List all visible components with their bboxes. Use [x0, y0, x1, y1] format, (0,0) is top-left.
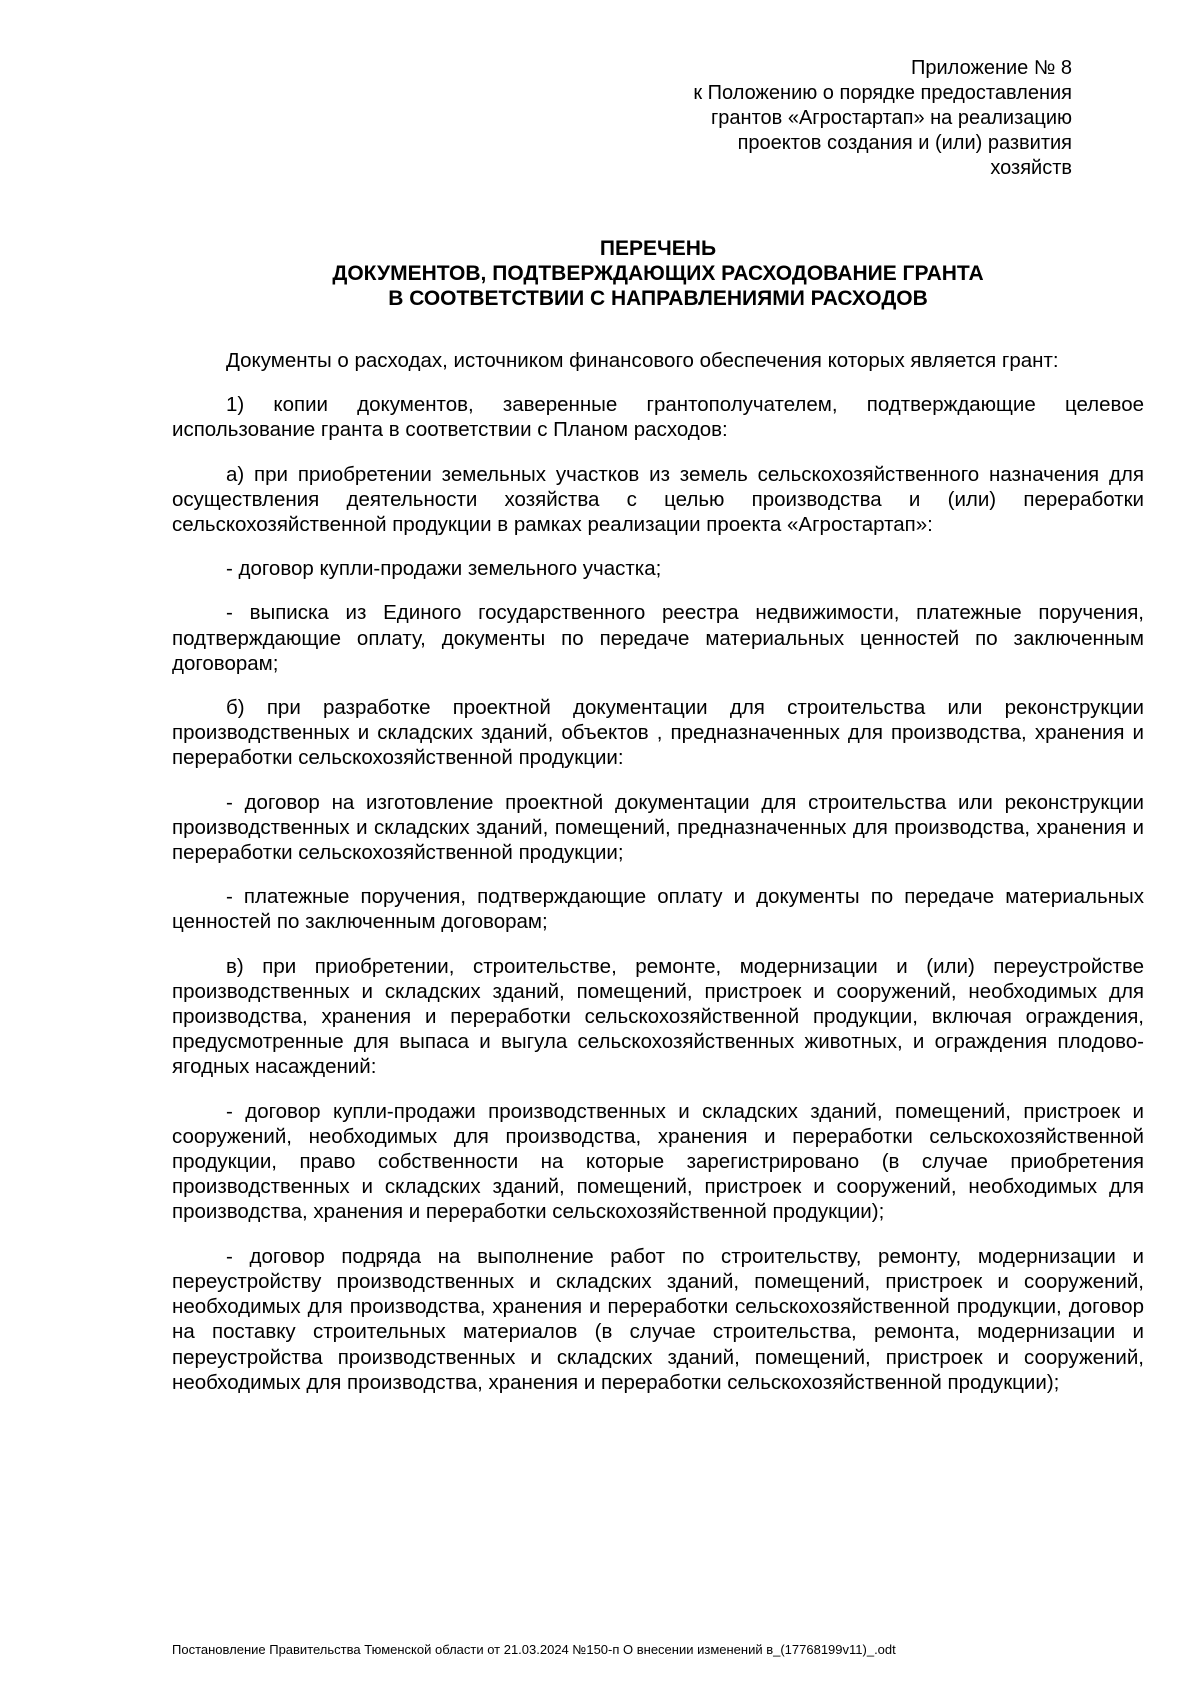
appendix-reference [472, 56, 1072, 181]
appendix-line: Приложение № 8 [911, 57, 1072, 79]
paragraph-bullet: - платежные поручения, подтверждающие оплату и документы по передаче материальных ценностей по заключенным договорам; [172, 885, 1144, 934]
document-body [172, 348, 1144, 1414]
paragraph-bullet: - договор купли-продажи земельного участка; [226, 557, 662, 581]
appendix-line: хозяйств [990, 157, 1072, 179]
title-line: В СООТВЕТСТВИИ С НАПРАВЛЕНИЯМИ РАСХОДОВ [388, 287, 928, 310]
paragraph-bullet: - договор подряда на выполнение работ по строительству, ремонту, модернизации и переустройству производственных и складских зданий, помещений, пристроек и сооружений, необходимых для производства, хранения и переработки сельскохозяйственной продукции, договор на поставку строительных материалов (в случае строительства, ремонта, модернизации и переустройства производственных и складских зданий, помещений, пристроек и сооружений, необходимых для производства, хранения и переработки сельскохозяйственной продукции); [172, 1244, 1144, 1394]
page-footer: Постановление Правительства Тюменской области от 21.03.2024 №150-п О внесении изменений в_(17768199v11)_.odt [172, 1642, 896, 1657]
paragraph-item-v: в) при приобретении, строительстве, ремонте, модернизации и (или) переустройстве производственных и складских зданий, помещений, пристроек и сооружений, необходимых для производства, хранения и переработки сельскохозяйственной продукции, включая ограждения, предусмотренные для выпаса и выгула сельскохозяйственных животных, и ограждения плодово-ягодных насаждений: [172, 954, 1144, 1079]
title-line: ДОКУМЕНТОВ, ПОДТВЕРЖДАЮЩИХ РАСХОДОВАНИЕ ГРАНТА [332, 262, 984, 285]
appendix-line: грантов «Агростартап» на реализацию [711, 107, 1072, 129]
document-title [172, 236, 1144, 311]
paragraph-bullet: - выписка из Единого государственного реестра недвижимости, платежные поручения, подтверждающие оплату, документы по передаче материальных ценностей по заключенным договорам; [172, 601, 1144, 675]
paragraph-item-b: б) при разработке проектной документации для строительства или реконструкции производственных и складских зданий, объектов , предназначенных для производства, хранения и переработки сельскохозяйственной продукции: [172, 696, 1144, 770]
paragraph-item-1: 1) копии документов, заверенные грантополучателем, подтверждающие целевое использование гранта в соответствии с Планом расходов: [172, 393, 1144, 442]
title-line: ПЕРЕЧЕНЬ [599, 237, 717, 260]
paragraph-intro: Документы о расходах, источником финансового обеспечения которых является грант: [226, 349, 1059, 372]
paragraph-bullet: - договор на изготовление проектной документации для строительства или реконструкции производственных и складских зданий, помещений, предназначенных для производства, хранения и переработки сельскохозяйственной продукции; [172, 790, 1144, 865]
appendix-line: к Положению о порядке предоставления [693, 82, 1072, 104]
paragraph-bullet: - договор купли-продажи производственных и складских зданий, помещений, пристроек и сооружений, необходимых для производства, хранения и переработки сельскохозяйственной продукции, право собственности на которые зарегистрировано (в случае приобретения производственных и складских зданий, помещений, пристроек и сооружений, необходимых для производства, хранения и переработки сельскохозяйственной продукции); [172, 1099, 1144, 1224]
appendix-line: проектов создания и (или) развития [737, 132, 1072, 154]
paragraph-item-a: а) при приобретении земельных участков из земель сельскохозяйственного назначения для осуществления деятельности хозяйства с целью производства и (или) переработки сельскохозяйственной продукции в рамках реализации проекта «Агростартап»: [172, 462, 1144, 537]
